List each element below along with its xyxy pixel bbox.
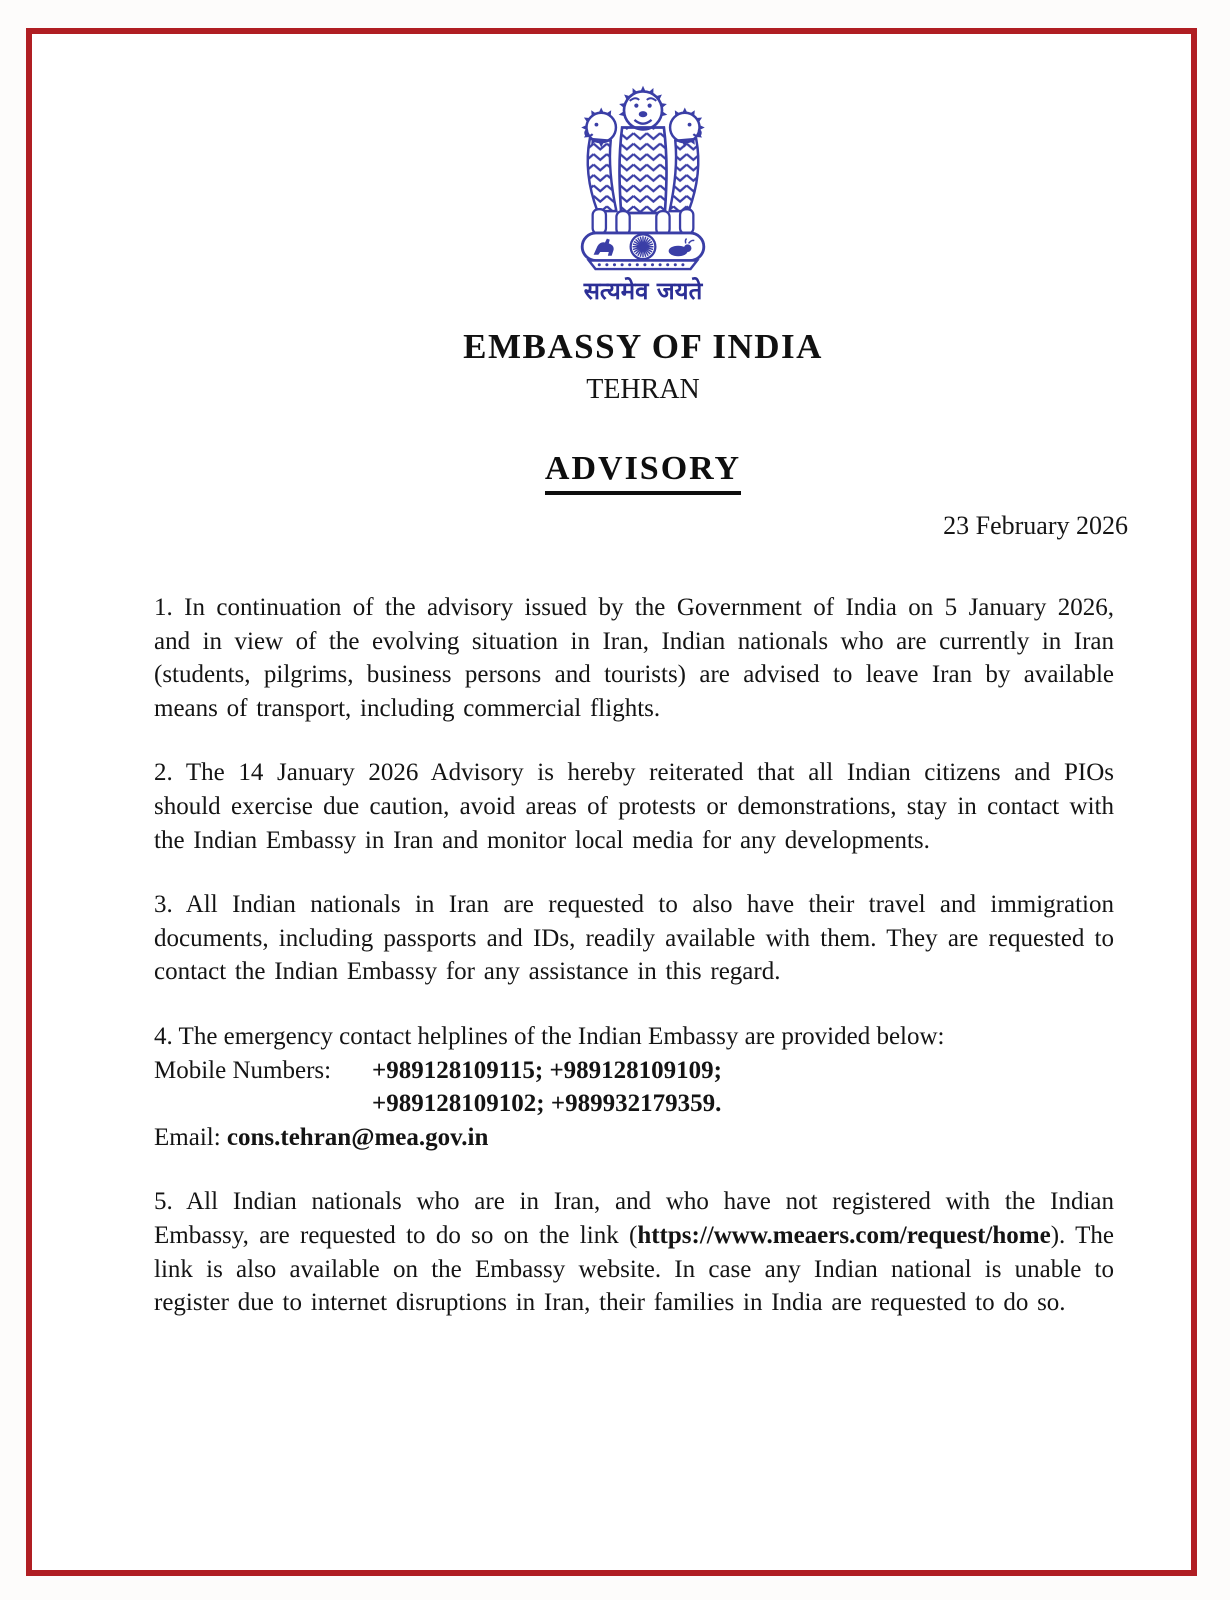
advisory-title-row [163,450,1123,495]
red-border-frame [26,28,1197,1576]
mobile-numbers-label: Mobile Numbers: [154,1056,332,1084]
document-header [163,78,1123,495]
paragraph-1: 1. In continuation of the advisory issued by the Government of India on 5 January 2026, and in view of the evolving situation in Iran, Indian nationals who are currently in Iran (students, pilgrims, business persons and tourists) are advised to leave Iran by available means of transport, including commercial flights. [154,594,1114,722]
page-title: ADVISORY [545,450,741,495]
p5-text-after-link: ). The link is also available on the Embassy website. In case any Indian national is unable to register due to internet disruptions in Iran, their families in India are requested to do so. [154,1221,1114,1317]
p5-text-before-link: 5. All Indian nationals who are in Iran, and who have not registered with the Indian Embassy, are requested to do so on the link ( [154,1188,1114,1249]
email-line [154,1121,1114,1155]
mobile-numbers-1: +989128109115; +989128109109; [372,1056,723,1084]
document-date: 23 February 2026 [943,511,1128,540]
mobile-numbers-2: +989128109102; +989932179359. [372,1090,722,1118]
paragraph-2: 2. The 14 January 2026 Advisory is hereby reiterated that all Indian citizens and PIOs should exercise due caution, avoid areas of protests or demonstrations, stay in contact with the Indian Embassy in Iran and monitor local media for any developments. [154,759,1114,854]
helplines-intro: 4. The emergency contact helplines of the Indian Embassy are provided below: [154,1022,945,1050]
paragraph-3: 3. All Indian nationals in Iran are requested to also have their travel and immigration documents, including passports and IDs, readily available with them. They are requested to contact the Indian Embassy for any assistance in this regard. [154,891,1114,986]
document-content [154,78,1128,1351]
registration-link: https://www.meaers.com/request/home [637,1221,1051,1249]
embassy-title: EMBASSY OF INDIA [463,327,823,366]
email-label: Email: [154,1123,221,1151]
national-motto: सत्यमेव जयते [583,277,703,305]
paragraph-4 [154,1020,1114,1154]
advisory-body [154,591,1114,1320]
email-address: cons.tehran@mea.gov.in [226,1123,489,1151]
mobile-numbers-line-2 [154,1087,1114,1121]
embassy-city: TEHRAN [586,374,700,405]
mobile-numbers-line [154,1054,1114,1088]
ashoka-lion-capital-icon [567,78,719,272]
paragraph-5 [154,1185,1114,1319]
